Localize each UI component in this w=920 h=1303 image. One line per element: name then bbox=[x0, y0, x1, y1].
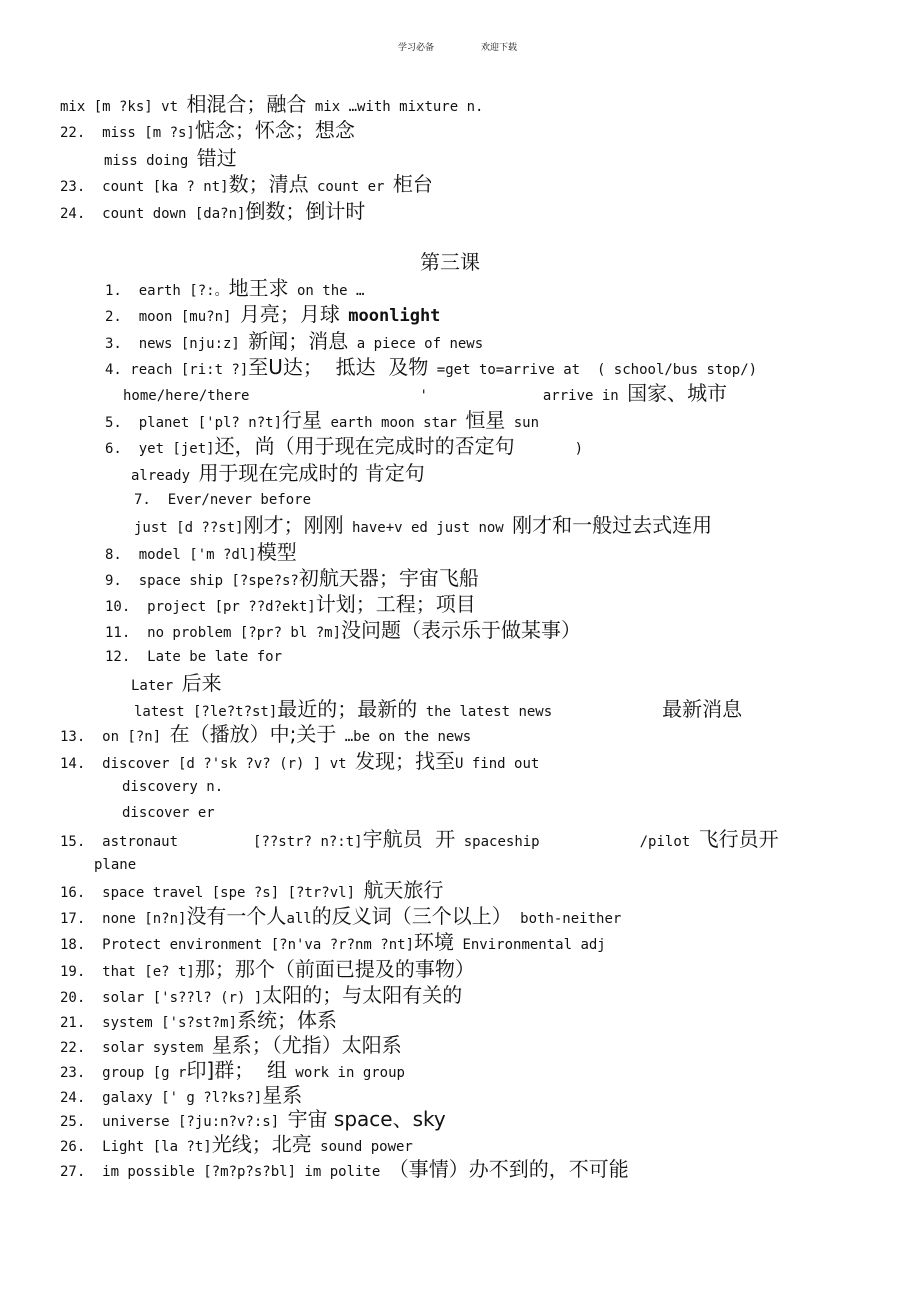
vocab-line bbox=[134, 488, 311, 512]
vocab-segment: 用于现在完成时的 肯定句 bbox=[198, 461, 425, 485]
vocab-line bbox=[60, 92, 483, 119]
vocab-line bbox=[60, 1107, 446, 1134]
vocab-segment: =get to=arrive at ( school/bus stop/) bbox=[428, 362, 758, 378]
vocab-segment: ' bbox=[419, 388, 428, 404]
vocab-segment: 刚才和一般过去式连用 bbox=[512, 513, 713, 537]
vocab-line bbox=[122, 775, 223, 799]
vocab-segment: 航天旅行 bbox=[363, 878, 444, 902]
vocab-line bbox=[60, 930, 606, 957]
vocab-segment: plane bbox=[94, 857, 137, 873]
vocab-segment: moonlight bbox=[348, 306, 441, 326]
vocab-segment: （事情）办不到的，不可能 bbox=[388, 1157, 629, 1181]
vocab-line bbox=[60, 1058, 405, 1085]
vocab-line bbox=[60, 827, 779, 854]
vocab-segment: 20. solar ['s??l? (r) ] bbox=[60, 990, 263, 1006]
vocab-segment: 新闻；消息 bbox=[248, 329, 349, 353]
vocab-segment: 惦念；怀念；想念 bbox=[194, 118, 355, 142]
vocab-segment: sun bbox=[505, 415, 540, 431]
vocab-line bbox=[131, 671, 222, 698]
vocab-segment: 18. Protect environment [?n'va ?r?nm ?nt] bbox=[60, 937, 415, 953]
vocab-segment: …be on the news bbox=[336, 729, 472, 745]
vocab-segment: a piece of news bbox=[348, 336, 484, 352]
vocab-segment: work in group bbox=[286, 1065, 405, 1081]
vocab-segment: have+v ed just now bbox=[343, 520, 513, 536]
vocab-segment: miss doing bbox=[104, 153, 197, 169]
vocab-line bbox=[105, 329, 483, 356]
vocab-segment: ) bbox=[574, 441, 584, 457]
vocab-line bbox=[105, 592, 476, 619]
vocab-segment: mix [m ?ks] vt bbox=[60, 99, 187, 115]
vocab-line bbox=[105, 566, 479, 593]
vocab-segment: 月亮；月球 bbox=[239, 302, 340, 326]
vocab-line bbox=[105, 645, 282, 669]
vocab-segment: 那；那个（前面已提及的事物） bbox=[194, 957, 475, 981]
vocab-segment: 至U达； 抵达 及物 bbox=[248, 355, 429, 379]
vocab-segment: 模型 bbox=[256, 540, 297, 564]
vocab-line bbox=[60, 1008, 337, 1035]
vocab-segment: 倒数；倒计时 bbox=[245, 199, 366, 223]
vocab-segment: 宇宙 bbox=[287, 1107, 328, 1131]
vocab-line bbox=[60, 1157, 629, 1184]
vocab-segment: 没问题（表示乐于做某事） bbox=[341, 618, 582, 642]
vocab-line bbox=[134, 513, 712, 540]
vocab-line bbox=[105, 276, 364, 303]
vocab-segment: 刚才；刚刚 bbox=[243, 513, 344, 537]
vocab-segment: 15. astronaut bbox=[60, 834, 179, 850]
vocab-segment: 7. Ever/never before bbox=[134, 492, 312, 508]
vocab-segment: 柜台 bbox=[392, 172, 433, 196]
vocab-segment: /pilot bbox=[639, 834, 699, 850]
vocab-segment: 相混合；融合 bbox=[186, 92, 307, 116]
vocab-segment: spaceship bbox=[455, 834, 540, 850]
vocab-segment: 26. Light [la ?t] bbox=[60, 1139, 212, 1155]
vocab-segment: 27. im possible [?m?p?s?bl] im polite bbox=[60, 1164, 389, 1180]
vocab-segment: 17. none [n?n] bbox=[60, 911, 187, 927]
vocab-segment: 宇航员 开 bbox=[362, 827, 456, 851]
vocab-segment: 8. model ['m ?dl] bbox=[105, 547, 257, 563]
vocab-segment: Later bbox=[131, 678, 182, 694]
vocab-segment: discover er bbox=[122, 805, 215, 821]
vocab-segment: 14. discover [d ?'sk ?v? (r) ] vt bbox=[60, 756, 356, 772]
vocab-segment: 22. miss [m ?s] bbox=[60, 125, 195, 141]
vocab-line bbox=[60, 118, 355, 145]
vocab-segment: 4. reach [ri:t ?] bbox=[105, 362, 249, 378]
vocab-segment: 没有一个人 bbox=[186, 904, 287, 928]
vocab-segment: 星系 bbox=[262, 1083, 303, 1107]
vocab-line bbox=[105, 408, 539, 435]
vocab-segment: 最近的；最新的 bbox=[277, 697, 418, 721]
vocab-line bbox=[94, 853, 136, 877]
vocab-line bbox=[60, 722, 471, 749]
vocab-segment: both-neither bbox=[511, 911, 622, 927]
vocab-segment: the latest news bbox=[417, 704, 553, 720]
vocab-segment: earth moon star bbox=[322, 415, 466, 431]
vocab-segment: 行星 bbox=[282, 408, 323, 432]
vocab-line bbox=[104, 146, 237, 173]
vocab-segment: 国家、城市 bbox=[627, 381, 728, 405]
vocab-line bbox=[60, 878, 443, 905]
header-left: 学习必备 bbox=[398, 43, 435, 53]
vocab-segment: 发现；找至 bbox=[355, 749, 456, 773]
vocab-line bbox=[134, 697, 742, 724]
vocab-segment: Environmental adj bbox=[454, 937, 606, 953]
vocab-segment: 11. no problem [?pr? bl ?m] bbox=[105, 625, 342, 641]
vocab-segment: 星系；（尤指）太阳系 bbox=[211, 1033, 402, 1057]
vocab-line bbox=[60, 1033, 402, 1060]
vocab-segment: arrive in bbox=[542, 388, 628, 404]
header-right: 欢迎下载 bbox=[481, 43, 518, 53]
vocab-segment: 23. count [ka ? nt] bbox=[60, 179, 229, 195]
vocab-segment: 飞行员开 bbox=[698, 827, 779, 851]
vocab-segment: latest [?le?t?st] bbox=[134, 704, 278, 720]
vocab-segment: 计划；工程；项目 bbox=[315, 592, 476, 616]
vocab-segment: 系统；体系 bbox=[237, 1008, 338, 1032]
vocab-segment: 22. solar system bbox=[60, 1040, 212, 1056]
vocab-segment: mix …with mixture n. bbox=[306, 99, 484, 115]
vocab-segment: 环境 bbox=[414, 930, 455, 954]
vocab-segment: on the … bbox=[288, 283, 365, 299]
vocab-segment: 最新消息 bbox=[662, 697, 743, 721]
vocab-segment: 25. universe [?ju:n?v?:s] bbox=[60, 1114, 288, 1130]
vocab-line bbox=[105, 302, 440, 329]
vocab-segment: 太阳的；与太阳有关的 bbox=[262, 983, 463, 1007]
vocab-segment: all bbox=[286, 911, 312, 927]
vocab-line bbox=[60, 1083, 302, 1110]
vocab-segment: 恒星 bbox=[465, 408, 506, 432]
vocab-segment: home/here/there bbox=[123, 388, 250, 404]
vocab-segment: 24. galaxy [' g ?l?ks?] bbox=[60, 1090, 263, 1106]
vocab-line bbox=[60, 1132, 413, 1159]
vocab-segment: 的反义词（三个以上） bbox=[311, 904, 512, 928]
vocab-line bbox=[60, 983, 462, 1010]
vocab-segment: 还，尚（用于现在完成时的否定句 bbox=[214, 434, 515, 458]
vocab-segment: 12. Late be late for bbox=[105, 649, 283, 665]
vocab-segment: 2. moon [mu?n] bbox=[105, 309, 240, 325]
vocab-segment: space、sky bbox=[327, 1107, 446, 1131]
vocab-line bbox=[60, 199, 365, 226]
vocab-segment: 地王求 bbox=[228, 276, 289, 300]
vocab-segment: 19. that [e? t] bbox=[60, 964, 195, 980]
vocab-line bbox=[60, 957, 475, 984]
vocab-segment: 光线；北亮 bbox=[211, 1132, 312, 1156]
vocab-segment: 13. on [?n] bbox=[60, 729, 170, 745]
vocab-line bbox=[105, 434, 583, 461]
vocab-segment: sound power bbox=[311, 1139, 413, 1155]
vocab-line bbox=[60, 172, 433, 199]
vocab-segment: [??str? n?:t] bbox=[253, 834, 363, 850]
vocab-line bbox=[122, 801, 215, 825]
vocab-line bbox=[60, 904, 621, 931]
vocab-segment: 16. space travel [spe ?s] [?tr?vl] bbox=[60, 885, 364, 901]
vocab-segment: 初航天器；宇宙飞船 bbox=[298, 566, 479, 590]
vocab-segment: already bbox=[131, 468, 199, 484]
vocab-segment: 24. count down [da?n] bbox=[60, 206, 246, 222]
vocab-segment: just [d ??st] bbox=[134, 520, 244, 536]
vocab-segment: 错过 bbox=[196, 146, 237, 170]
vocab-segment: 5. planet ['pl? n?t] bbox=[105, 415, 283, 431]
vocab-line bbox=[60, 749, 539, 776]
vocab-line bbox=[105, 618, 581, 645]
vocab-segment: 在（播放）中;关于 bbox=[169, 722, 337, 746]
vocab-line bbox=[105, 540, 297, 567]
vocab-segment: 后来 bbox=[181, 671, 222, 695]
vocab-line bbox=[105, 355, 757, 382]
vocab-segment: 印]群； 组 bbox=[186, 1058, 287, 1082]
vocab-segment: 6. yet [jet] bbox=[105, 441, 215, 457]
vocab-segment: 1. earth [?:。 bbox=[105, 283, 229, 299]
vocab-segment: U find out bbox=[455, 756, 540, 772]
vocab-segment: discovery n. bbox=[122, 779, 224, 795]
vocab-segment: 9. space ship [?spe?s? bbox=[105, 573, 299, 589]
vocab-segment: 数；清点 bbox=[228, 172, 309, 196]
vocab-segment: 3. news [nju:z] bbox=[105, 336, 249, 352]
vocab-segment: 23. group [g r bbox=[60, 1065, 187, 1081]
vocab-line bbox=[131, 461, 425, 488]
vocab-line bbox=[123, 381, 727, 408]
section-title: 第三课 bbox=[420, 250, 480, 274]
vocab-segment: 10. project [pr ??d?ekt] bbox=[105, 599, 316, 615]
vocab-segment: count er bbox=[308, 179, 393, 195]
vocab-segment: 21. system ['s?st?m] bbox=[60, 1015, 238, 1031]
